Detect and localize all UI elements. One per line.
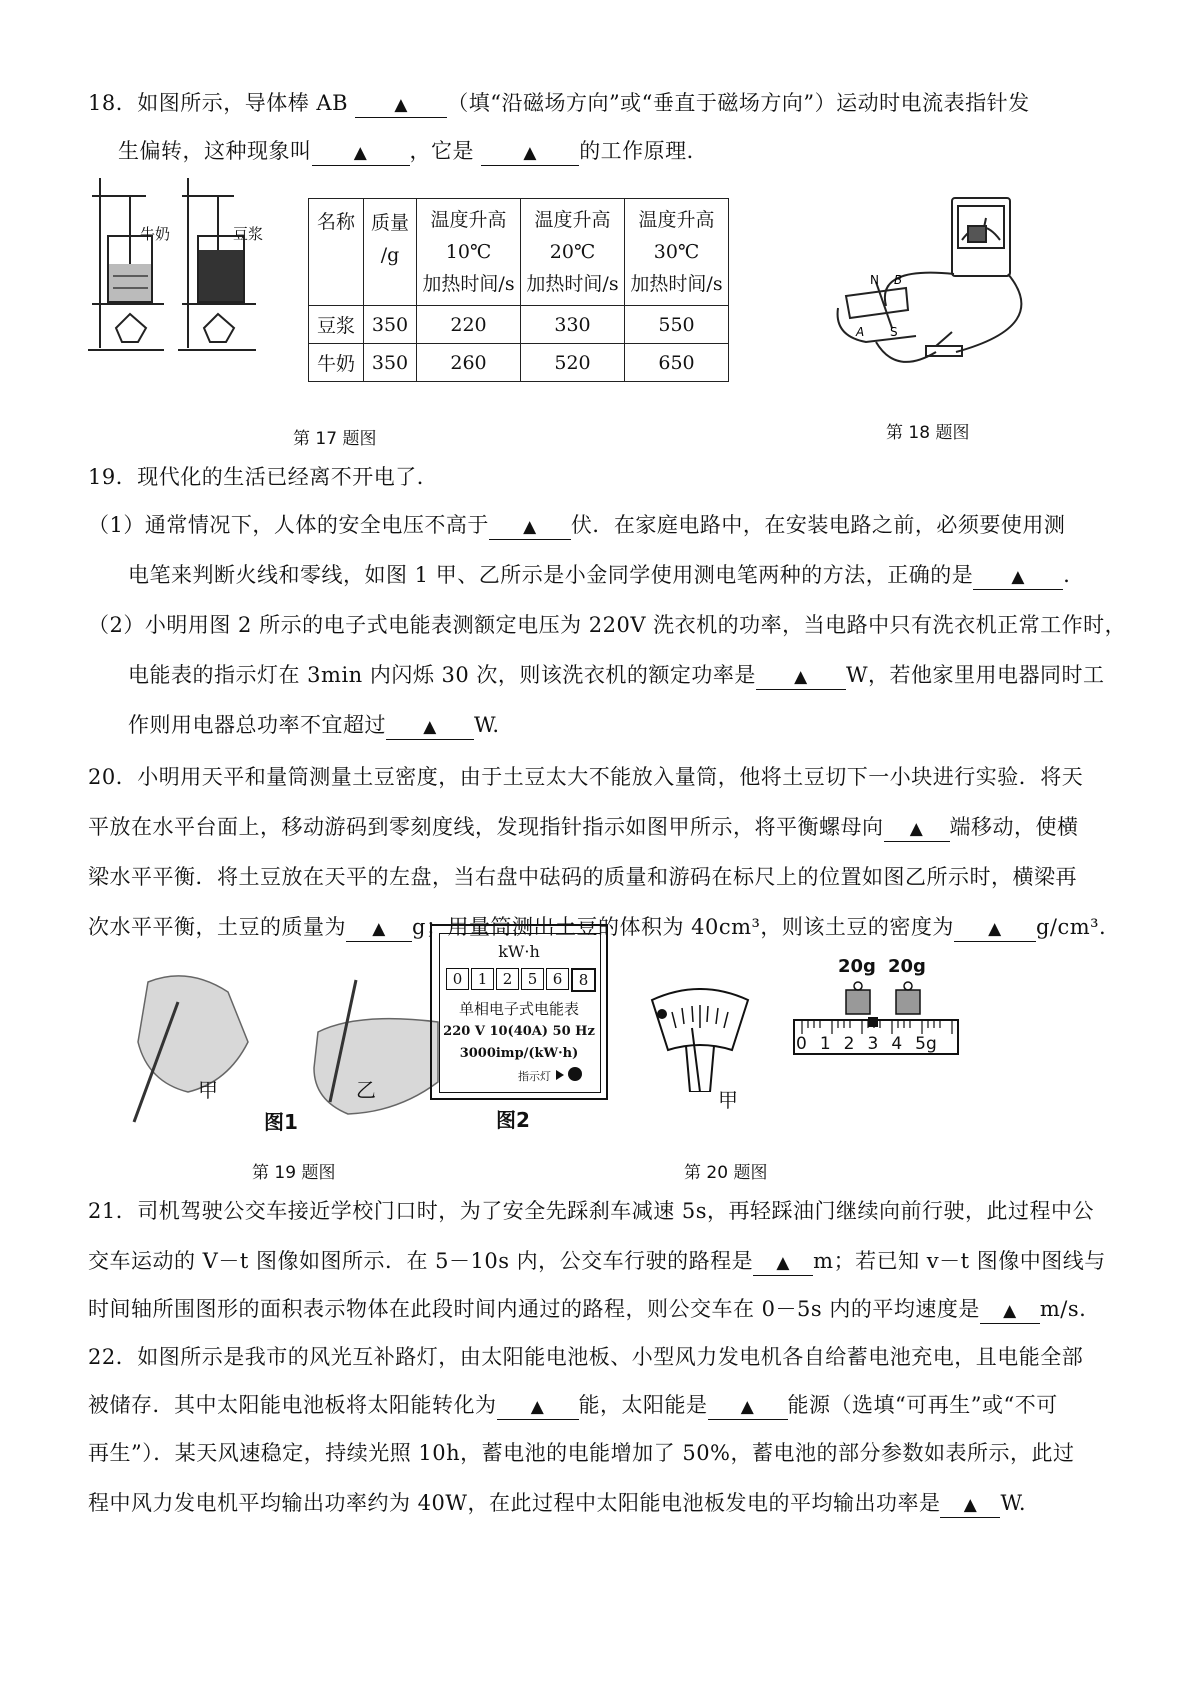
scale-number: 5g: [915, 1034, 937, 1054]
answer-blank[interactable]: [497, 1393, 579, 1420]
answer-blank[interactable]: [973, 563, 1063, 590]
q18-text: 的工作原理．: [579, 139, 709, 163]
meter-digit: 6: [546, 968, 569, 990]
fig19-fig1-label: 图1: [264, 1110, 298, 1134]
meter-spec: 220 V 10(40A) 50 Hz: [443, 1024, 595, 1039]
fig18-label-a: A: [856, 325, 865, 339]
table-cell: 520: [521, 344, 625, 382]
q20-text: 平放在水平台面上，移动游码到零刻度线，发现指针指示如图甲所示，将平衡螺母向: [88, 815, 884, 839]
header-text: 20℃: [549, 241, 596, 263]
q19-part2-line3: [128, 710, 500, 740]
header-cell: [364, 199, 417, 306]
table-header-row: [309, 199, 729, 306]
header-text: /g: [380, 244, 400, 266]
q18-text: 生偏转，这种现象叫: [118, 139, 312, 163]
q22-text: 程中风力发电机平均输出功率约为 40W，在此过程中太阳能电池板发电的平均输出功率是: [88, 1491, 941, 1515]
scale-number: 4: [891, 1034, 903, 1054]
q19-title: 19．现代化的生活已经离不开电了．: [88, 465, 439, 489]
indicator-light-icon: [568, 1067, 582, 1081]
q20-line2: [88, 812, 1079, 842]
scale-numbers: [796, 1034, 937, 1054]
fig17-caption: 第 17 题图: [293, 429, 377, 449]
fig17-label-soy: 豆浆: [233, 225, 264, 243]
meter-digits: [446, 968, 596, 992]
header-text: 10℃: [445, 241, 492, 263]
weight-label: 20g: [838, 956, 876, 977]
fig19-label-yi: 乙: [356, 1078, 376, 1102]
meter-lamp-label: 指示灯: [518, 1070, 551, 1083]
q19-text: （1）通常情况下，人体的安全电压不高于: [88, 513, 489, 537]
q21-line1: 21．司机驾驶公交车接近学校门口时，为了安全先踩刹车减速 5s，再轻踩油门继续向前行驶，此过程中公: [88, 1199, 1095, 1223]
q22-line1: 22．如图所示是我市的风光互补路灯，由太阳能电池板、小型风力发电机各自给蓄电池充电，且电能全部: [88, 1345, 1084, 1369]
q22-line4: [88, 1488, 1026, 1518]
fig19-label-jia: 甲: [198, 1078, 218, 1102]
table-cell: 260: [417, 344, 521, 382]
table-cell: 350: [364, 306, 417, 344]
answer-blank[interactable]: [312, 139, 410, 166]
fig17-data-table: [308, 198, 729, 382]
header-text: 温度升高: [534, 209, 611, 231]
fig18-label-n: N: [870, 273, 879, 287]
blank-mark: ▲: [353, 143, 368, 163]
pointer-scale-ticks: [672, 1005, 728, 1028]
header-text: 温度升高: [638, 209, 715, 231]
answer-blank[interactable]: [753, 1249, 813, 1276]
q22-line3: 再生”）．某天风速稳定，持续光照 10h，蓄电池的电能增加了 50%，蓄电池的部分参数如表所示，此过: [88, 1441, 1075, 1465]
play-arrow-icon: [556, 1070, 564, 1080]
q20-text: g；用量筒测出土豆的体积为 40cm³，则该土豆的密度为: [412, 915, 954, 939]
answer-blank[interactable]: [346, 915, 412, 942]
energy-meter: [430, 924, 608, 1100]
blank-mark: ▲: [523, 143, 537, 163]
table-cell: 牛奶: [309, 344, 364, 382]
q21-text: m/s.: [1039, 1297, 1087, 1321]
q19-text: 伏．在家庭电路中，在安装电路之前，必须要使用测: [570, 513, 1066, 537]
blank-mark: ▲: [423, 717, 437, 737]
balance-pointer-icon: [692, 1028, 700, 1092]
q22-text: 能源（选填“可再生”或“不可: [787, 1393, 1058, 1417]
scale-number: 3: [867, 1034, 879, 1054]
blank-mark: ▲: [909, 819, 924, 839]
blank-mark: ▲: [1003, 1301, 1017, 1321]
blank-mark: ▲: [1011, 567, 1025, 587]
q22-text: W.: [1000, 1491, 1027, 1515]
rider-icon: [868, 1017, 878, 1027]
q22-line2: [88, 1390, 1058, 1420]
q19-part1-line1: [88, 510, 1065, 540]
weight-icon: [896, 990, 920, 1014]
blank-mark: ▲: [394, 95, 408, 115]
answer-blank[interactable]: [884, 815, 950, 842]
fig20-label-jia: 甲: [718, 1088, 738, 1112]
q21-line2: [88, 1246, 1106, 1276]
answer-blank[interactable]: [954, 915, 1036, 942]
header-text: 质量: [370, 212, 409, 234]
q19-text: 电笔来判断火线和零线，如图 1 甲、乙所示是小金同学使用测电笔两种的方法，正确的是: [128, 563, 974, 587]
hand-jia-icon: [138, 976, 248, 1092]
q19-text: ．: [1063, 563, 1085, 587]
q19-part2-line1: （2）小明用图 2 所示的电子式电能表测额定电压为 220V 洗衣机的功率，当电路中只有洗衣机正常工作时，: [88, 613, 1127, 637]
header-text: 加热时间/s: [630, 273, 723, 295]
fig20-caption: 第 20 题图: [684, 1163, 768, 1183]
q18-text: ，它是: [409, 139, 474, 163]
answer-blank[interactable]: [489, 513, 571, 540]
meter-digit: 0: [446, 968, 469, 990]
q20-text: 次水平平衡，土豆的质量为: [88, 915, 346, 939]
q19-text: 作则用电器总功率不宜超过: [128, 713, 386, 737]
q20-text: 端移动，使横: [949, 815, 1079, 839]
table-row: [309, 344, 729, 382]
answer-blank[interactable]: [756, 663, 846, 690]
meter-imp: 3000imp/(kW·h): [459, 1046, 579, 1061]
header-cell: [417, 199, 521, 306]
q18-text: （填“沿磁场方向”或“垂直于磁场方向”）运动时电流表指针发: [447, 91, 1030, 115]
q22-text: 被储存．其中太阳能电池板将太阳能转化为: [88, 1393, 497, 1417]
header-text: 加热时间/s: [526, 273, 619, 295]
blank-mark: ▲: [523, 517, 537, 537]
q21-text: 时间轴所围图形的面积表示物体在此段时间内通过的路程，则公交车在 0－5s 内的平均速度是: [88, 1297, 980, 1321]
weight-label: 20g: [888, 956, 926, 977]
header-text: 30℃: [653, 241, 700, 263]
answer-blank[interactable]: [481, 139, 579, 166]
hand-yi-icon: [314, 1019, 438, 1114]
table-cell: 350: [364, 344, 417, 382]
blank-mark: ▲: [530, 1397, 545, 1417]
table-cell: 650: [625, 344, 729, 382]
table-cell: 550: [625, 306, 729, 344]
meter-unit: kW·h: [498, 942, 540, 961]
q21-line3: [88, 1294, 1086, 1324]
answer-blank[interactable]: [708, 1393, 788, 1420]
scale-number: 2: [843, 1034, 855, 1054]
q19-part1-line2: [128, 560, 1085, 590]
answer-blank[interactable]: [355, 91, 447, 118]
scale-number: 1: [819, 1034, 831, 1054]
header-cell: [625, 199, 729, 306]
blank-mark: ▲: [740, 1397, 755, 1417]
q18-text: 如图所示，导体棒 AB: [137, 91, 349, 115]
answer-blank[interactable]: [940, 1491, 1000, 1518]
q19-text: 电能表的指示灯在 3min 内闪烁 30 次，则该洗衣机的额定功率是: [128, 663, 756, 687]
table-row: [309, 306, 729, 344]
q21-text: 交车运动的 V－t 图像如图所示．在 5－10s 内，公交车行驶的路程是: [88, 1249, 754, 1273]
q19-text: W，若他家里用电器同时工: [845, 663, 1105, 687]
fig19-caption: 第 19 题图: [252, 1163, 336, 1183]
blank-mark: ▲: [794, 667, 808, 687]
blank-mark: ▲: [372, 919, 386, 939]
header-text: 名称: [316, 211, 355, 233]
fig17-heating-apparatus: [88, 178, 270, 358]
q18-number: 18．: [88, 91, 138, 115]
table-cell: 豆浆: [309, 306, 364, 344]
answer-blank[interactable]: [386, 713, 474, 740]
fig18-label-b: B: [894, 273, 903, 287]
fig19-fig2-label: 图2: [496, 1108, 530, 1132]
q21-text: m；若已知 v－t 图像中图线与: [813, 1249, 1106, 1273]
meter-digit: 8: [571, 968, 596, 992]
blank-mark: ▲: [963, 1495, 978, 1515]
q20-text: g/cm³.: [1035, 915, 1107, 939]
header-text: 温度升高: [430, 209, 507, 231]
scale-number: 0: [796, 1034, 807, 1054]
fig18-caption: 第 18 题图: [886, 423, 970, 443]
q19-part2-line2: [128, 660, 1105, 690]
meter-digit: 2: [496, 968, 519, 990]
blank-mark: ▲: [776, 1253, 790, 1273]
header-cell: [521, 199, 625, 306]
meter-digit: 5: [521, 968, 544, 990]
header-cell: [309, 199, 364, 306]
meter-name: 单相电子式电能表: [458, 1000, 579, 1018]
q20-line3: 梁水平平衡．将土豆放在天平的左盘，当右盘中砝码的质量和游码在标尺上的位置如图乙所示时，横梁再: [88, 865, 1077, 889]
weight-icon: [846, 990, 870, 1014]
fig18-induction-circuit: [836, 196, 1026, 382]
blank-mark: ▲: [988, 919, 1002, 939]
q18-line1: [88, 88, 1030, 118]
q20-line1: 20．小明用天平和量筒测量土豆密度，由于土豆太大不能放入量筒，他将土豆切下一小块进行实验．将天: [88, 765, 1084, 789]
fig17-label-milk: 牛奶: [140, 225, 171, 243]
meter-digit: 1: [471, 968, 494, 990]
fig20-balance-pointer: [650, 988, 750, 1092]
q19-text: W.: [474, 713, 500, 737]
table-cell: 330: [521, 306, 625, 344]
q22-text: 能，太阳能是: [578, 1393, 708, 1417]
answer-blank[interactable]: [980, 1297, 1040, 1324]
fig18-label-s: S: [890, 325, 898, 339]
header-text: 加热时间/s: [422, 273, 515, 295]
table-cell: 220: [417, 306, 521, 344]
q18-line2: [118, 136, 708, 166]
